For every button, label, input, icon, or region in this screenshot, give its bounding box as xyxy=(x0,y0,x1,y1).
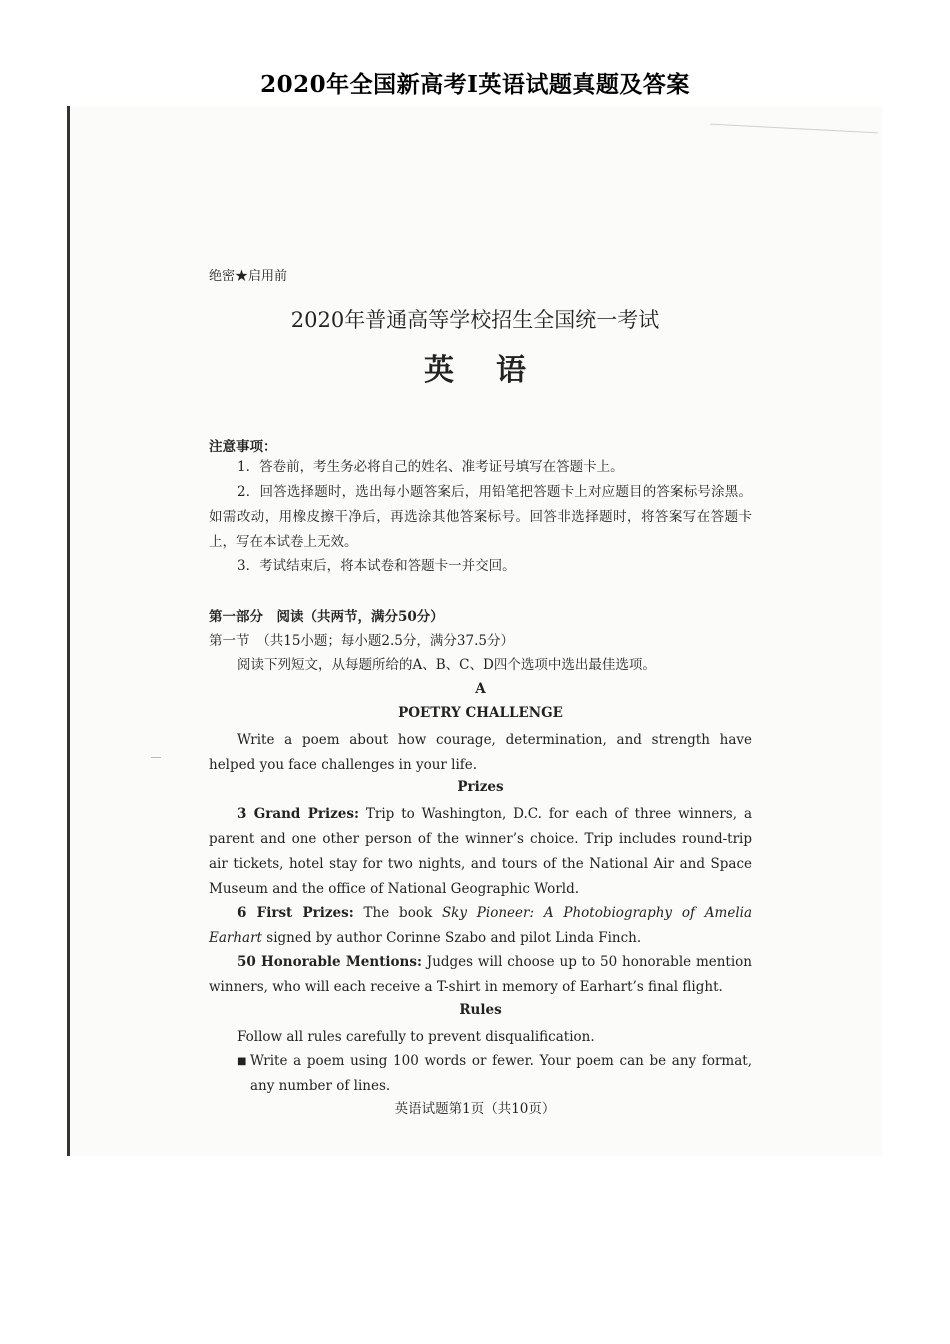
prize-item xyxy=(209,802,752,902)
passage-title: POETRY CHALLENGE xyxy=(398,705,563,721)
prize-label: 3 Grand Prizes: xyxy=(237,806,359,822)
prize-text: signed by author Corinne Szabo and pilot Linda Finch. xyxy=(261,930,642,946)
prize-text: The book xyxy=(353,905,442,921)
rule-text: Write a poem using 100 words or fewer. Your poem can be any format, any number of lines. xyxy=(250,1053,752,1094)
prizes-heading: Prizes xyxy=(457,779,504,795)
bullet-icon: ■ xyxy=(237,1056,247,1067)
rules-intro: Follow all rules carefully to prevent disqualification. xyxy=(237,1029,595,1045)
notice-item: 2．回答选择题时，选出每小题答案后，用铅笔把答题卡上对应题目的答案标号涂黑。如需改动，用橡皮擦干净后，再选涂其他答案标号。回答非选择题时，将答案写在答题卡上，写在本试卷上无效。 xyxy=(209,484,752,550)
scan-mark xyxy=(151,757,161,758)
passage-intro: Write a poem about how courage, determination, and strength have helped you face challenges in your life. xyxy=(209,732,752,773)
subject-title: 英语 xyxy=(424,353,568,388)
rules-heading: Rules xyxy=(459,1002,502,1018)
exam-title: 2020年普通高等学校招生全国统一考试 xyxy=(290,308,660,332)
prize-item xyxy=(209,950,752,1000)
notice-item: 3．考试结束后，将本试卷和答题卡一并交回。 xyxy=(237,558,516,574)
document-title: 2020年全国新高考Ⅰ英语试题真题及答案 xyxy=(260,71,690,98)
passage-label: A xyxy=(475,681,486,697)
scan-edge xyxy=(67,106,70,1156)
prize-label: 50 Honorable Mentions: xyxy=(237,954,422,970)
section-heading: 第一节 （共15小题；每小题2.5分，满分37.5分） xyxy=(209,633,514,649)
page-footer: 英语试题第1页（共10页） xyxy=(394,1101,556,1117)
notice-item: 1．答卷前，考生务必将自己的姓名、准考证号填写在答题卡上。 xyxy=(237,459,624,475)
part-heading: 第一部分 阅读（共两节，满分50分） xyxy=(209,609,444,625)
prize-item xyxy=(209,901,752,951)
prize-text: Trip to Washington, D.C. for each of three winners, a parent and one other person of the winner’s choice. Trip includes round-trip air tickets, hotel stay for two nights, and tours of the National Air and Space Museum and the office of National Geographic World. xyxy=(209,806,752,897)
secret-label: 绝密★启用前 xyxy=(209,269,288,284)
prize-text: Judges will choose up to 50 honorable mention winners, who will each receive a T-shirt in memory of Earhart’s final flight. xyxy=(209,954,752,995)
notice-heading: 注意事项： xyxy=(209,439,277,455)
prize-label: 6 First Prizes: xyxy=(237,905,354,921)
rule-item xyxy=(237,1049,752,1099)
section-instruction: 阅读下列短文，从每题所给的A、B、C、D四个选项中选出最佳选项。 xyxy=(237,657,656,673)
book-title: Sky Pioneer: A Photobiography of Amelia Earhart xyxy=(209,905,753,946)
